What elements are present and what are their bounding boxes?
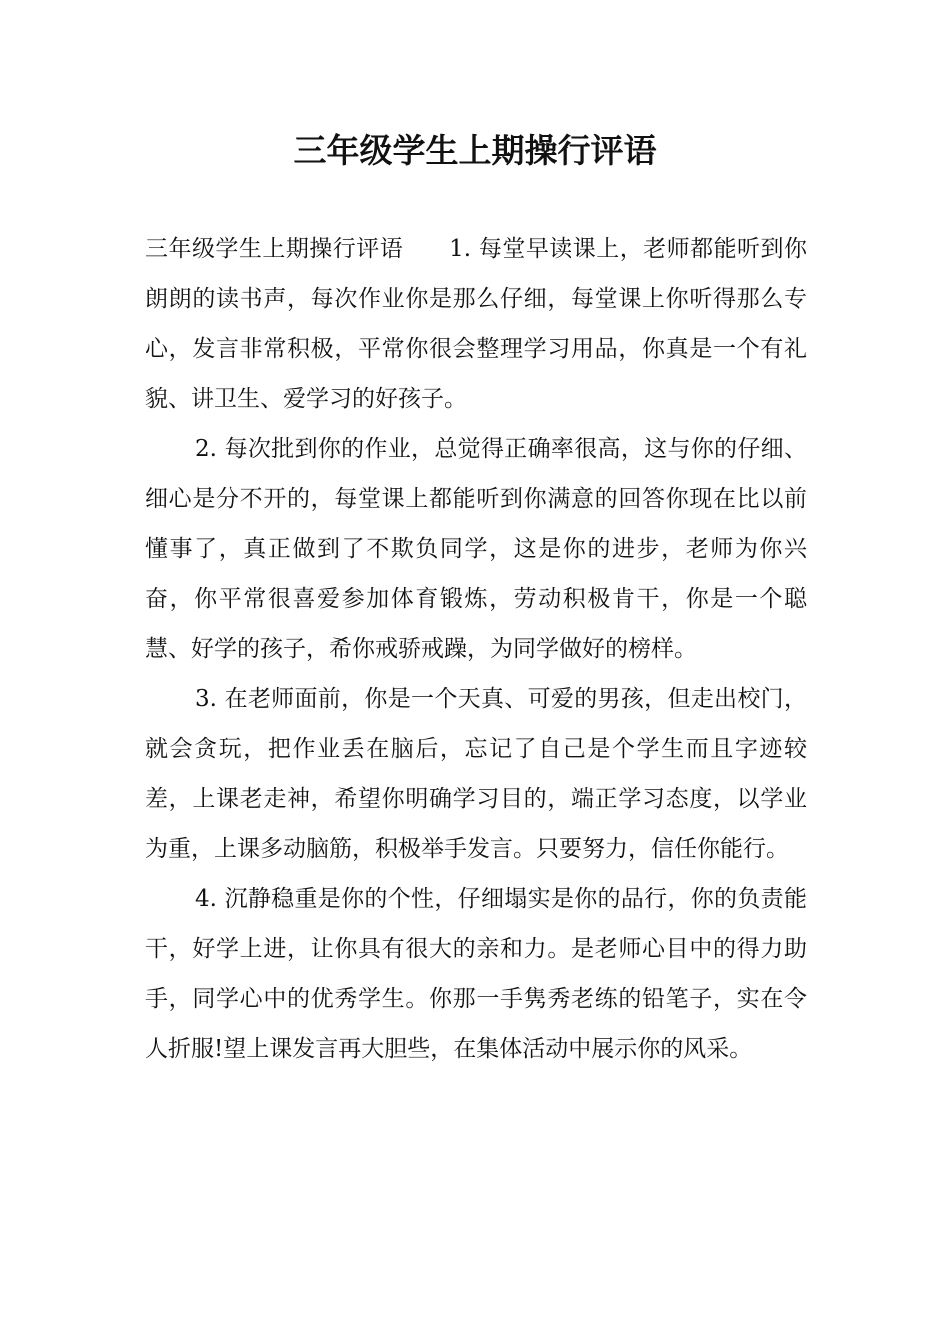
paragraph-1	[145, 224, 807, 424]
paragraph-4: 4. 沉静稳重是你的个性，仔细塌实是你的品行，你的负责能干，好学上进，让你具有很大的亲和力。是老师心目中的得力助手，同学心中的优秀学生。你那一手隽秀老练的铅笔子，实在令人折服!望上课发言再大胆些，在集体活动中展示你的风采。	[145, 886, 807, 1062]
paragraph-3: 3. 在老师面前，你是一个天真、可爱的男孩，但走出校门，就会贪玩，把作业丢在脑后，忘记了自己是个学生而且字迹较差，上课老走神，希望你明确学习目的，端正学习态度，以学业为重，上课多动脑筋，积极举手发言。只要努力，信任你能行。	[145, 686, 807, 862]
document-title: 三年级学生上期操行评语	[293, 131, 657, 170]
paragraph-1-text: 1. 每堂早读课上，老师都能听到你朗朗的读书声，每次作业你是那么仔细，每堂课上你听得那么专心，发言非常积极，平常你很会整理学习用品，你真是一个有礼貌、讲卫生、爱学习的好孩子。	[145, 236, 807, 412]
intro-label: 三年级学生上期操行评语	[145, 236, 404, 262]
document-body	[145, 224, 807, 1074]
paragraph-2: 2. 每次批到你的作业，总觉得正确率很高，这与你的仔细、细心是分不开的，每堂课上都能听到你满意的回答你现在比以前懂事了，真正做到了不欺负同学，这是你的进步，老师为你兴奋，你平常很喜爱参加体育锻炼，劳动积极肯干，你是一个聪慧、好学的孩子，希你戒骄戒躁，为同学做好的榜样。	[145, 436, 807, 662]
